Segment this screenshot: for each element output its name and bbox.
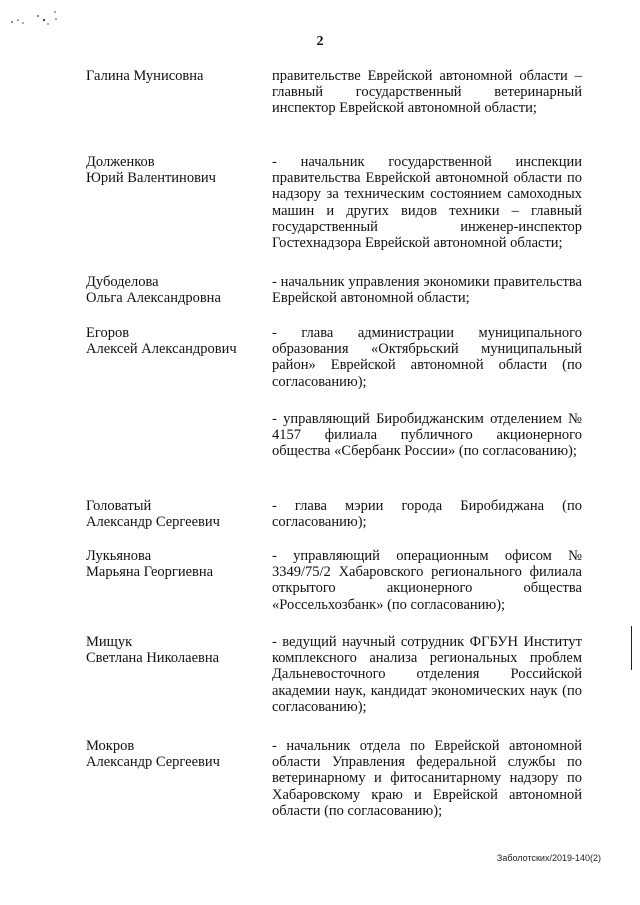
given-names-line: Александр Сергеевич <box>86 754 220 770</box>
position-description: - начальник отдела по Еврейской автономной области Управления федеральной службы по ветеринарному и фитосанитарному надзору по Хабаровскому краю и Еврейской автономной области (по согласованию); <box>272 738 582 819</box>
position-description: - управляющий операционным офисом № 3349/75/2 Хабаровского регионального филиала открытого акционерного общества «Россельхозбанк» (по согласованию); <box>272 548 582 613</box>
surname-line: Головатый <box>86 498 152 514</box>
given-names-line: Алексей Александрович <box>86 341 237 357</box>
name-line: Галина Мунисовна <box>86 68 204 84</box>
position-description: - управляющий Биробиджанским отделением № 4157 филиала публичного акционерного общества «Сбербанк России» (по согласованию); <box>272 411 582 460</box>
person-name <box>86 634 266 666</box>
person-name <box>86 498 266 530</box>
position-description: - глава мэрии города Биробиджана (по согласованию); <box>272 498 582 531</box>
person-name <box>86 738 266 770</box>
position-description: - ведущий научный сотрудник ФГБУН Институт комплексного анализа региональных проблем Дальневосточного отделения Российской академии наук, кандидат экономических наук (по согласованию); <box>272 634 582 715</box>
surname-line: Лукьянова <box>86 548 152 564</box>
document-footer-code: Заболотских/2019-140(2) <box>496 853 601 863</box>
given-names-line: Юрий Валентинович <box>86 170 216 186</box>
position-description: правительстве Еврейской автономной области – главный государственный ветеринарный инспектор Еврейской автономной области; <box>272 68 582 117</box>
page-number: 2 <box>316 34 324 49</box>
person-name <box>86 154 266 186</box>
surname-line: Долженков <box>86 154 155 170</box>
given-names-line: Александр Сергеевич <box>86 514 220 530</box>
person-name <box>86 325 266 357</box>
scan-edge-mark <box>631 626 632 670</box>
given-names-line: Ольга Александровна <box>86 290 221 306</box>
given-names-line: Марьяна Георгиевна <box>86 564 214 580</box>
scan-specks <box>8 8 68 28</box>
person-name <box>86 274 266 306</box>
surname-line: Мокров <box>86 738 135 754</box>
surname-line: Мищук <box>86 634 133 650</box>
surname-line: Егоров <box>86 325 130 341</box>
person-name <box>86 548 266 580</box>
position-description: - глава администрации муниципального образования «Октябрьский муниципальный район» Еврейской автономной области (по согласованию); <box>272 325 582 390</box>
position-description: - начальник государственной инспекции правительства Еврейской автономной области по надзору за техническим состоянием самоходных машин и других видов техники – главный государственный инженер-инспектор Гостехнадзора Еврейской автономной области; <box>272 154 582 252</box>
person-name <box>86 68 266 84</box>
given-names-line: Светлана Николаевна <box>86 650 220 666</box>
position-description: - начальник управления экономики правительства Еврейской автономной области; <box>272 274 582 307</box>
surname-line: Дубоделова <box>86 274 159 290</box>
